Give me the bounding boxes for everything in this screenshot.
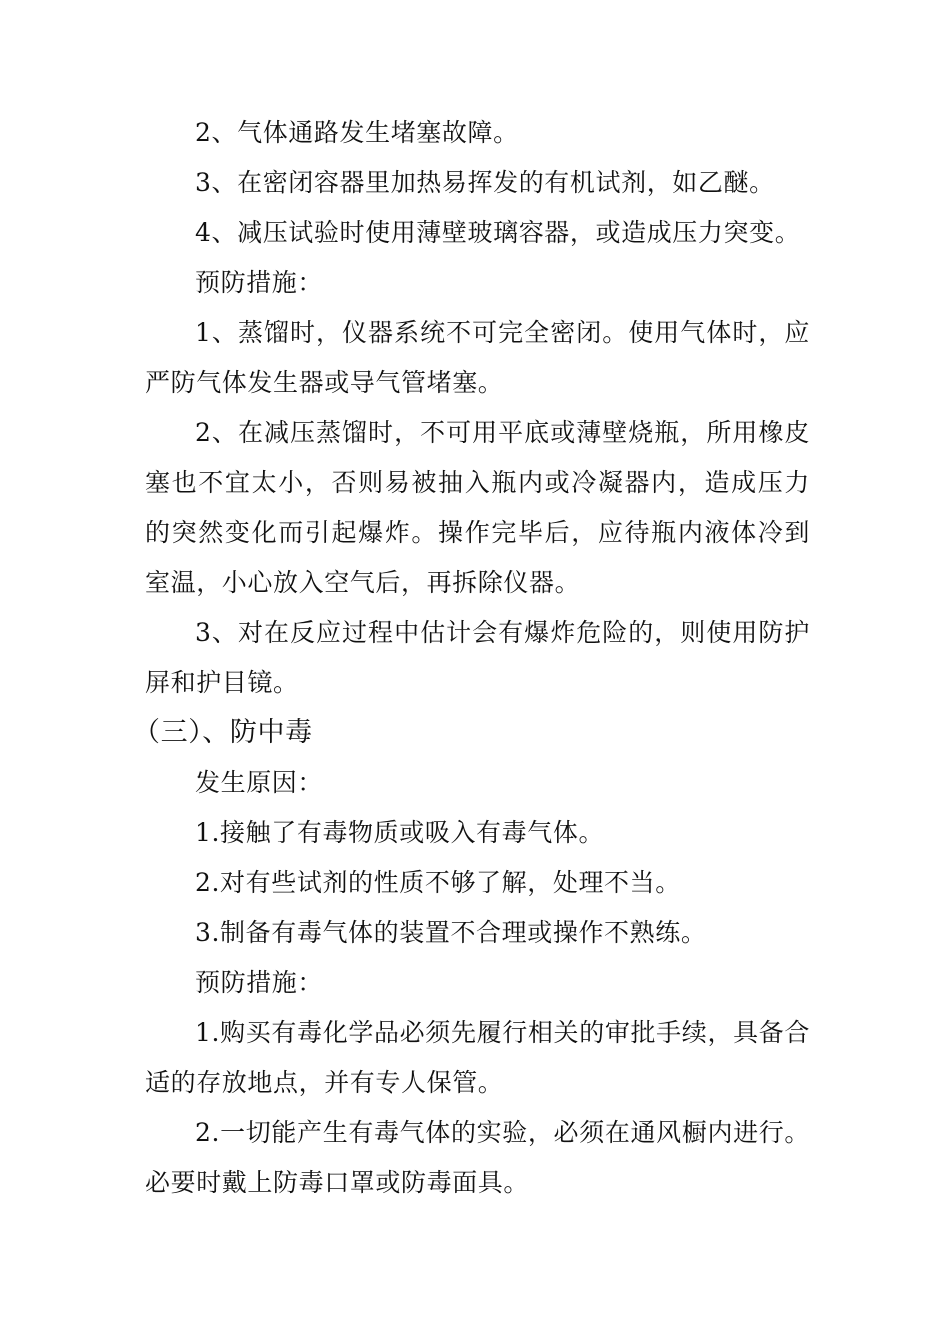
paragraph: 2.一切能产生有毒气体的实验，必须在通风橱内进行。必要时戴上防毒口罩或防毒面具。 bbox=[145, 1118, 810, 1197]
paragraph: 1.购买有毒化学品必须先履行相关的审批手续，具备合适的存放地点，并有专人保管。 bbox=[145, 1018, 810, 1097]
paragraph: 预防措施： bbox=[195, 968, 324, 997]
paragraph: 2.对有些试剂的性质不够了解，处理不当。 bbox=[195, 868, 681, 897]
paragraph: 1.接触了有毒物质或吸入有毒气体。 bbox=[195, 818, 605, 847]
paragraph: 2、在减压蒸馏时，不可用平底或薄壁烧瓶，所用橡皮塞也不宜太小，否则易被抽入瓶内或冷凝器内，造成压力的突然变化而引起爆炸。操作完毕后，应待瓶内液体冷到室温，小心放入空气后，再拆除仪器。 bbox=[145, 418, 810, 597]
paragraph: 预防措施： bbox=[195, 268, 324, 297]
paragraph: 发生原因： bbox=[195, 768, 324, 797]
paragraph: 4、减压试验时使用薄壁玻璃容器，或造成压力突变。 bbox=[195, 218, 801, 247]
paragraph: 3.制备有毒气体的装置不合理或操作不熟练。 bbox=[195, 918, 707, 947]
paragraph: 3、对在反应过程中估计会有爆炸危险的，则使用防护屏和护目镜。 bbox=[145, 618, 810, 697]
paragraph: 1、蒸馏时，仪器系统不可完全密闭。使用气体时，应严防气体发生器或导气管堵塞。 bbox=[145, 318, 810, 397]
paragraph: 2、气体通路发生堵塞故障。 bbox=[195, 118, 519, 147]
paragraph: 3、在密闭容器里加热易挥发的有机试剂，如乙醚。 bbox=[195, 168, 775, 197]
section-heading: （三）、防中毒 bbox=[133, 717, 313, 748]
document-body bbox=[133, 108, 810, 1208]
